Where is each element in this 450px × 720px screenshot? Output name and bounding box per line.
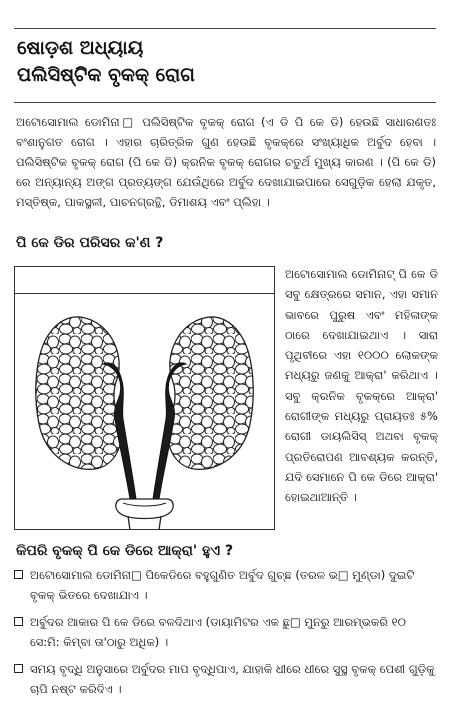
- kidney-figure: [14, 266, 275, 530]
- bullet-list: [12, 566, 438, 707]
- list-item-text: ଅର୍ବୁଦର ଆକାର ପି କେ ଡିରେ ବଳଦିଥାଏ (ଡାୟାମିଟର ଏକ ଛୁ□ ମୁନରୁ ଆରମ୍ଭକରି ୧୦ ସେ:ମି: କିମ୍ବା ତା'ଠାରୁ ଅଧିକ) ।: [30, 615, 406, 649]
- section-heading-scope: ପି କେ ଡିର ପରିସର କ'ଣ ?: [16, 235, 164, 251]
- title-rule: [14, 102, 436, 103]
- checkbox-bullet-icon: [14, 617, 23, 626]
- list-item-text: ସମୟ ବୃଦ୍ଧି ଅନୁସାରେ ଅର୍ବୁଦର ମାପ ବୃଦ୍ଧିପାଏ, ଯାହାକି ଧୀରେ ଧୀରେ ସୁସ୍ଥ ବୃକକ୍ ପେଶୀ ଗୁଡ଼ିକୁ ଚାପି ନଷ୍ଟ କରିଦିଏ ।: [30, 662, 435, 696]
- section-heading-how: କିପରି ବୃକକ୍ ପି କେ ଡିରେ ଆକ୍ରା' ହୁଏ ?: [16, 543, 234, 559]
- list-item: [12, 566, 438, 605]
- scope-body: ଅଟୋସୋମାଲ ଡୋମିନାଟ୍ ପି କେ ଡି ସବୁ କ୍ଷେତ୍ରରେ ସମାନ, ଏହା ସମାନ ଭାବରେ ପୁରୁଷ ଏବଂ ମହିଳାଙ୍କ ଠାରେ ଦେଖାଯାଇଥାଏ । ସାରା ପୃଥିବୀରେ ଏହା ୧୦୦୦ ଲୋକଙ୍କ ମଧ୍ୟରୁ ଜଣକୁ ଆକ୍ରା' କରିଥାଏ । ସବୁ କ୍ରନିକ ବୃକକ୍‌ରେ ଆକ୍ରା' ରୋଗୀଙ୍କ ମଧ୍ୟରୁ ପ୍ରାୟତଃ ୫% ରୋଗୀ ଡାୟଲିସିସ୍ ଅଥବା ବୃକକ୍ ପ୍ରତିରୋପଣ ଆବଶ୍ୟକ କରନ୍ତି, ଯଦି ସେମାନେ ପି କେ ଡିରେ ଆକ୍ରା' ହୋଇଥାଆନ୍ତି ।: [285, 267, 438, 505]
- chapter-title: ପଲିସିଷ୍ଟିକ ବୃକକ୍ ରୋଗ: [17, 64, 195, 86]
- list-item-text: ଅଟୋସୋମାଲ ଡୋମିନା□ ପିକେଡିରେ ବହୁଗୁଣିତ ଅର୍ବୁଦ ଗୁଚ୍ଛ (ତରଳ ଭ□ ମୁଣ୍ଡା) ଦୁଇଟି ବୃକକ୍ ଭିତରେ ଦେଖାଯାଏ ।: [30, 568, 415, 602]
- polycystic-kidneys-icon: [15, 294, 274, 530]
- checkbox-bullet-icon: [14, 664, 23, 673]
- chapter-number: ଷୋଡ଼ଶ ଅଧ୍ୟାୟ: [17, 37, 144, 59]
- list-item: [12, 613, 438, 652]
- list-item: [12, 660, 438, 699]
- top-rule: [14, 28, 436, 29]
- checkbox-bullet-icon: [14, 570, 23, 579]
- intro-paragraph: ଅଟୋସୋମାଲ ଡୋମିନା□ ପଲିସିଷ୍ଟିକ ବୃକକ୍ ରୋଗ (ଏ ଡି ପି କେ ଡି) ହେଉଛି ସାଧାରଣତଃ ବଂଶାନୁଗତ ରୋଗ । ଏହାର ଚାରିତ୍ରିକ ଗୁଣ ହେଉଛି ବୃକକ୍‌ରେ ସଂଖ୍ୟାଧିକ ଅର୍ବୁଦ ହେବା । ପଲିସିଷ୍ଟିକ ବୃକକ୍ ରୋଗ (ପି କେ ଡି) କ୍ରନିକ ବୃକକ୍ ରୋଗର ଚତୁର୍ଥ ମୁଖ୍ୟ କାରଣ । (ପି କେ ଡି) ରେ ଅନ୍ୟାନ୍ୟ ଅଙ୍ଗ ପ୍ରତ୍ୟଙ୍ଗ ଯେଉଁଥିରେ ଅର୍ବୁଦ ଦେଖାଯାଇପାରେ ସେଗୁଡ଼ିକ ହେଲା ଯକୃତ, ମସ୍ତିଷ୍କ, ପାକସ୍ଥଳୀ, ପାଚନଗ୍ରନ୍ଥି, ଡିମାଶୟ ଏବଂ ପ୍ଲିହା ।: [16, 115, 436, 209]
